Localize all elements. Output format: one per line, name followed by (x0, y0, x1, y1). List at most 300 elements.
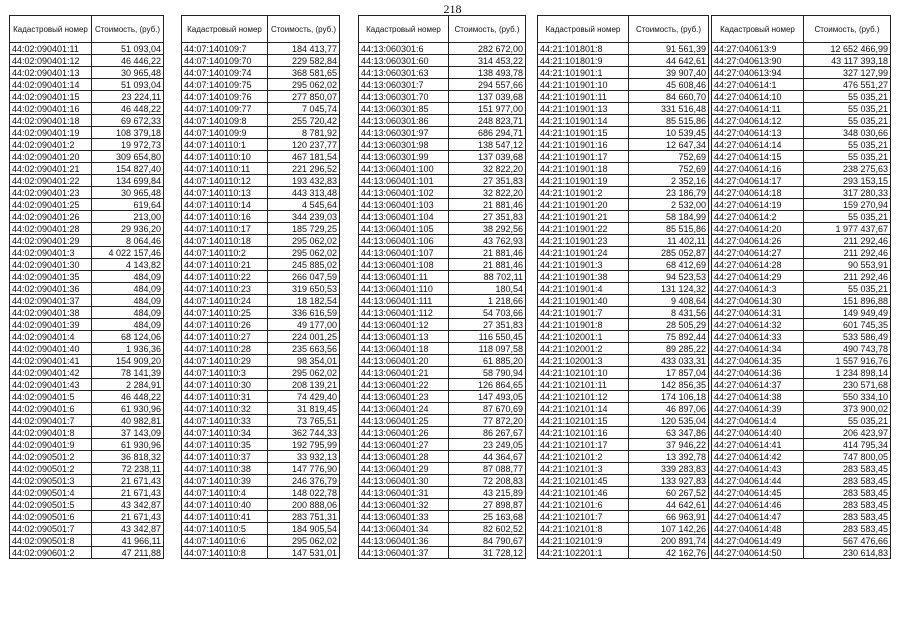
cost-cell: 213,00 (92, 211, 164, 223)
table-row (10, 319, 164, 331)
cadastral-number-cell: 44:13:060401:29 (359, 463, 449, 475)
cost-cell: 44 642,61 (629, 499, 709, 511)
table-row (10, 259, 164, 271)
cost-cell: 138 493,78 (449, 67, 526, 79)
cost-cell: 13 392,78 (629, 451, 709, 463)
table-row (712, 439, 891, 451)
cost-cell: 138 547,12 (449, 139, 526, 151)
cadastral-number-cell: 44:27:040614:11 (712, 103, 804, 115)
cost-cell: 193 432,83 (268, 175, 340, 187)
header-cadastral-number: Кадастровый номер (538, 16, 629, 43)
cost-cell: 55 035,21 (804, 151, 891, 163)
cost-cell: 151 896,88 (804, 295, 891, 307)
cost-cell: 36 818,32 (92, 451, 164, 463)
table-row (182, 235, 340, 247)
cost-cell: 295 062,02 (268, 79, 340, 91)
table-row (359, 391, 526, 403)
cadastral-number-cell: 44:21:101901:11 (538, 91, 629, 103)
cost-cell: 283 583,45 (804, 463, 891, 475)
table-row (10, 247, 164, 259)
cost-cell: 87 088,77 (449, 463, 526, 475)
cadastral-number-cell: 44:27:040614:36 (712, 367, 804, 379)
table-row (538, 139, 709, 151)
cadastral-number-cell: 44:27:040614:15 (712, 151, 804, 163)
cadastral-number-cell: 44:27:040614:12 (712, 115, 804, 127)
table-row (359, 199, 526, 211)
cadastral-number-cell: 44:02:090401:6 (10, 403, 92, 415)
cadastral-number-cell: 44:27:040614:43 (712, 463, 804, 475)
cadastral-number-cell: 44:13:060401:13 (359, 331, 449, 343)
cost-cell: 317 280,33 (804, 187, 891, 199)
table-row (10, 427, 164, 439)
cost-cell: 221 296,52 (268, 163, 340, 175)
table-row (538, 487, 709, 499)
cadastral-number-cell: 44:27:040614:44 (712, 475, 804, 487)
cadastre-table-1 (9, 15, 164, 559)
cost-cell: 116 550,45 (449, 331, 526, 343)
cadastral-number-cell: 44:21:102101:45 (538, 475, 629, 487)
table-row (10, 355, 164, 367)
cadastral-number-cell: 44:21:102101:3 (538, 463, 629, 475)
cadastre-table-4 (537, 15, 709, 559)
cost-cell: 19 972,73 (92, 139, 164, 151)
cadastral-number-cell: 44:07:140109:76 (182, 91, 268, 103)
cost-cell: 211 292,46 (804, 235, 891, 247)
cost-cell: 25 163,68 (449, 511, 526, 523)
cost-cell: 550 334,10 (804, 391, 891, 403)
cadastral-number-cell: 44:27:040614:28 (712, 259, 804, 271)
cost-cell: 43 762,93 (449, 235, 526, 247)
cost-cell: 567 476,66 (804, 535, 891, 547)
cost-cell: 137 039,68 (449, 151, 526, 163)
cadastral-number-cell: 44:02:090501:3 (10, 475, 92, 487)
table-row (10, 439, 164, 451)
cost-cell: 200 888,06 (268, 499, 340, 511)
cost-cell: 40 982,81 (92, 415, 164, 427)
table-row (712, 43, 891, 55)
table-row (10, 235, 164, 247)
table-row (182, 355, 340, 367)
cadastral-number-cell: 44:21:102201:1 (538, 547, 629, 559)
cadastral-number-cell: 44:07:140110:5 (182, 523, 268, 535)
cadastral-number-cell: 44:27:040613:9 (712, 43, 804, 55)
cadastral-number-cell: 44:02:090401:29 (10, 235, 92, 247)
cadastral-number-cell: 44:07:140110:34 (182, 427, 268, 439)
table-row (182, 307, 340, 319)
cadastral-number-cell: 44:02:090401:13 (10, 67, 92, 79)
cost-cell: 66 963,91 (629, 511, 709, 523)
table-row (712, 247, 891, 259)
cadastral-number-cell: 44:21:101901:23 (538, 235, 629, 247)
cost-cell: 75 892,44 (629, 331, 709, 343)
table-row (538, 523, 709, 535)
table-row (10, 67, 164, 79)
cadastral-number-cell: 44:21:102101:6 (538, 499, 629, 511)
cadastral-number-cell: 44:21:101901:16 (538, 139, 629, 151)
cadastral-number-cell: 44:27:040614:30 (712, 295, 804, 307)
cadastral-number-cell: 44:27:040614:48 (712, 523, 804, 535)
table-row (10, 547, 164, 559)
table-row (10, 79, 164, 91)
cadastral-number-cell: 44:02:090501:5 (10, 499, 92, 511)
table-row (538, 391, 709, 403)
table-row (10, 307, 164, 319)
cadastral-number-cell: 44:07:140110:18 (182, 235, 268, 247)
table-row (10, 295, 164, 307)
cost-cell: 752,69 (629, 151, 709, 163)
cadastral-number-cell: 44:07:140110:32 (182, 403, 268, 415)
cadastral-number-cell: 44:21:101901:24 (538, 247, 629, 259)
cadastral-number-cell: 44:21:101901:4 (538, 283, 629, 295)
cadastral-number-cell: 44:27:040614:31 (712, 307, 804, 319)
cadastral-number-cell: 44:27:040614:1 (712, 79, 804, 91)
cost-cell: 277 850,07 (268, 91, 340, 103)
cost-cell: 43 342,87 (92, 523, 164, 535)
cost-cell: 68 412,69 (629, 259, 709, 271)
cadastral-number-cell: 44:02:090401:8 (10, 427, 92, 439)
table-row (538, 79, 709, 91)
cost-cell: 32 822,20 (449, 163, 526, 175)
cadastral-number-cell: 44:27:040613:94 (712, 67, 804, 79)
cadastral-number-cell: 44:13:060401:21 (359, 367, 449, 379)
table-row (182, 367, 340, 379)
cadastral-number-cell: 44:27:040614:38 (712, 391, 804, 403)
cost-cell: 484,09 (92, 307, 164, 319)
cost-cell: 44 364,67 (449, 451, 526, 463)
cadastral-number-cell: 44:07:140110:11 (182, 163, 268, 175)
cost-cell: 58 790,94 (449, 367, 526, 379)
cadastral-number-cell: 44:07:140110:3 (182, 367, 268, 379)
cost-cell: 88 702,11 (449, 271, 526, 283)
table-row (538, 451, 709, 463)
cost-cell: 336 616,59 (268, 307, 340, 319)
cost-cell: 18 182,54 (268, 295, 340, 307)
table-row (538, 199, 709, 211)
cadastre-table-5 (711, 15, 891, 559)
cost-cell: 60 267,52 (629, 487, 709, 499)
cost-cell: 255 720,42 (268, 115, 340, 127)
table-row (359, 331, 526, 343)
cost-cell: 137 039,68 (449, 91, 526, 103)
cadastral-number-cell: 44:13:060301:60 (359, 55, 449, 67)
cost-cell: 23 249,05 (449, 439, 526, 451)
cadastral-number-cell: 44:07:140110:39 (182, 475, 268, 487)
cost-cell: 619,64 (92, 199, 164, 211)
cost-cell: 9 408,64 (629, 295, 709, 307)
table-row (182, 535, 340, 547)
cost-cell: 686 294,71 (449, 127, 526, 139)
cadastral-number-cell: 44:07:140110:31 (182, 391, 268, 403)
table-row (538, 175, 709, 187)
cost-cell: 118 097,58 (449, 343, 526, 355)
cadastral-number-cell: 44:27:040614:49 (712, 535, 804, 547)
cadastral-number-cell: 44:21:101901:20 (538, 199, 629, 211)
cadastral-number-cell: 44:21:102101:8 (538, 523, 629, 535)
cost-cell: 12 652 466,99 (804, 43, 891, 55)
table-row (359, 235, 526, 247)
table-row (182, 199, 340, 211)
table-row (712, 451, 891, 463)
table-row (538, 475, 709, 487)
cost-cell: 31 728,12 (449, 547, 526, 559)
cadastral-number-cell: 44:21:101901:7 (538, 307, 629, 319)
cadastral-number-cell: 44:07:140110:35 (182, 439, 268, 451)
cost-cell: 246 376,79 (268, 475, 340, 487)
table-row (359, 367, 526, 379)
cost-cell: 154 909,20 (92, 355, 164, 367)
cadastral-number-cell: 44:07:140110:10 (182, 151, 268, 163)
cadastral-number-cell: 44:07:140109:8 (182, 115, 268, 127)
cadastral-number-cell: 44:21:102101:17 (538, 439, 629, 451)
cadastral-number-cell: 44:21:101901:17 (538, 151, 629, 163)
cadastral-number-cell: 44:02:090401:2 (10, 139, 92, 151)
table-row (182, 127, 340, 139)
cadastral-number-cell: 44:02:090401:35 (10, 271, 92, 283)
cost-cell: 21 671,43 (92, 475, 164, 487)
cadastral-number-cell: 44:13:060401:101 (359, 175, 449, 187)
table-row (712, 91, 891, 103)
table-row (538, 427, 709, 439)
cost-cell: 295 062,02 (268, 247, 340, 259)
cost-cell: 184 905,54 (268, 523, 340, 535)
table-row (10, 151, 164, 163)
cost-cell: 211 292,46 (804, 271, 891, 283)
table-row (712, 487, 891, 499)
cost-cell: 21 671,43 (92, 487, 164, 499)
table-row (538, 55, 709, 67)
cost-cell: 55 035,21 (804, 103, 891, 115)
cadastral-number-cell: 44:21:102101:9 (538, 535, 629, 547)
cadastral-number-cell: 44:02:090401:4 (10, 331, 92, 343)
cadastral-number-cell: 44:27:040614:13 (712, 127, 804, 139)
cadastral-number-cell: 44:21:102001:1 (538, 331, 629, 343)
cost-cell: 339 283,83 (629, 463, 709, 475)
header-cost: Стоимость, (руб.) (804, 16, 891, 43)
cost-cell: 43 117 393,18 (804, 55, 891, 67)
header-cadastral-number: Кадастровый номер (10, 16, 92, 43)
cost-cell: 46 446,22 (92, 55, 164, 67)
cost-cell: 27 351,83 (449, 211, 526, 223)
table-row (538, 223, 709, 235)
cost-cell: 85 515,86 (629, 223, 709, 235)
table-row (182, 295, 340, 307)
cost-cell: 414 795,34 (804, 439, 891, 451)
cadastral-number-cell: 44:07:140109:75 (182, 79, 268, 91)
cadastral-number-cell: 44:02:090401:30 (10, 259, 92, 271)
cost-cell: 1 234 898,14 (804, 367, 891, 379)
cost-cell: 2 532,00 (629, 199, 709, 211)
cost-cell: 74 429,40 (268, 391, 340, 403)
table-row (359, 451, 526, 463)
cost-cell: 133 927,83 (629, 475, 709, 487)
table-row (538, 283, 709, 295)
table-row (359, 163, 526, 175)
cadastral-number-cell: 44:07:140110:33 (182, 415, 268, 427)
cost-cell: 29 936,20 (92, 223, 164, 235)
cost-cell: 230 571,68 (804, 379, 891, 391)
cost-cell: 484,09 (92, 271, 164, 283)
table-row (359, 511, 526, 523)
table-row (712, 367, 891, 379)
table-row (10, 499, 164, 511)
cost-cell: 314 453,22 (449, 55, 526, 67)
cost-cell: 37 143,09 (92, 427, 164, 439)
cadastral-number-cell: 44:27:040614:10 (712, 91, 804, 103)
table-row (712, 379, 891, 391)
cost-cell: 4 143,82 (92, 259, 164, 271)
table-row (359, 55, 526, 67)
table-row (10, 223, 164, 235)
cadastral-number-cell: 44:07:140109:74 (182, 67, 268, 79)
cadastral-number-cell: 44:27:040614:4 (712, 415, 804, 427)
table-row (538, 115, 709, 127)
table-row (182, 475, 340, 487)
table-row (10, 343, 164, 355)
cost-cell: 131 124,32 (629, 283, 709, 295)
cost-cell: 30 965,48 (92, 187, 164, 199)
cost-cell: 348 030,66 (804, 127, 891, 139)
table-row (538, 367, 709, 379)
cadastral-number-cell: 44:07:140110:22 (182, 271, 268, 283)
table-row (538, 403, 709, 415)
cadastral-number-cell: 44:27:040614:40 (712, 427, 804, 439)
table-row (359, 499, 526, 511)
cadastral-number-cell: 44:27:040614:14 (712, 139, 804, 151)
cost-cell: 134 699,84 (92, 175, 164, 187)
table-row (538, 151, 709, 163)
table-row (712, 199, 891, 211)
cadastral-number-cell: 44:27:040614:29 (712, 271, 804, 283)
table-row (359, 223, 526, 235)
cadastral-number-cell: 44:27:040614:16 (712, 163, 804, 175)
table-row (359, 427, 526, 439)
cost-cell: 107 142,26 (629, 523, 709, 535)
cadastral-number-cell: 44:02:090501:7 (10, 523, 92, 535)
cadastral-number-cell: 44:13:060401:28 (359, 451, 449, 463)
cadastral-number-cell: 44:02:090401:9 (10, 439, 92, 451)
cost-cell: 309 654,80 (92, 151, 164, 163)
table-row (10, 127, 164, 139)
table-row (538, 319, 709, 331)
cadastral-number-cell: 44:27:040614:46 (712, 499, 804, 511)
cadastral-number-cell: 44:07:140110:17 (182, 223, 268, 235)
cost-cell: 33 932,13 (268, 451, 340, 463)
cost-cell: 63 347,86 (629, 427, 709, 439)
cost-cell: 245 885,02 (268, 259, 340, 271)
table-row (712, 463, 891, 475)
cadastral-number-cell: 44:02:090401:28 (10, 223, 92, 235)
cadastral-number-cell: 44:02:090501:4 (10, 487, 92, 499)
cadastral-number-cell: 44:02:090401:18 (10, 115, 92, 127)
cadastral-number-cell: 44:21:101901:19 (538, 175, 629, 187)
cost-cell: 61 885,20 (449, 355, 526, 367)
cost-cell: 69 672,33 (92, 115, 164, 127)
cadastral-number-cell: 44:07:140110:30 (182, 379, 268, 391)
cadastral-number-cell: 44:02:090401:12 (10, 55, 92, 67)
table-row (182, 427, 340, 439)
cadastral-number-cell: 44:02:090401:19 (10, 127, 92, 139)
table-row (538, 499, 709, 511)
cadastral-number-cell: 44:21:101901:1 (538, 67, 629, 79)
table-row (182, 547, 340, 559)
table-row (182, 487, 340, 499)
table-row (182, 271, 340, 283)
cadastral-number-cell: 44:13:060301:97 (359, 127, 449, 139)
cost-cell: 283 583,45 (804, 475, 891, 487)
cadastral-number-cell: 44:21:101901:2 (538, 187, 629, 199)
table-row (10, 199, 164, 211)
cost-cell: 46 448,22 (92, 391, 164, 403)
cost-cell: 37 946,22 (629, 439, 709, 451)
cadastral-number-cell: 44:13:060401:108 (359, 259, 449, 271)
cadastral-number-cell: 44:13:060401:24 (359, 403, 449, 415)
cadastral-number-cell: 44:07:140110:16 (182, 211, 268, 223)
cadastral-number-cell: 44:02:090401:37 (10, 295, 92, 307)
table-row (182, 139, 340, 151)
cadastral-number-cell: 44:21:102101:2 (538, 451, 629, 463)
cost-cell: 8 064,46 (92, 235, 164, 247)
cost-cell: 90 553,91 (804, 259, 891, 271)
cadastral-number-cell: 44:02:090501:2 (10, 463, 92, 475)
table-row (10, 91, 164, 103)
cost-cell: 55 035,21 (804, 91, 891, 103)
cost-cell: 43 215,89 (449, 487, 526, 499)
cadastral-number-cell: 44:02:090401:42 (10, 367, 92, 379)
cost-cell: 484,09 (92, 283, 164, 295)
cadastral-number-cell: 44:02:090401:21 (10, 163, 92, 175)
table-row (182, 115, 340, 127)
table-row (359, 523, 526, 535)
cost-cell: 285 052,87 (629, 247, 709, 259)
table-row (359, 379, 526, 391)
table-row (182, 499, 340, 511)
cadastral-number-cell: 44:27:040614:50 (712, 547, 804, 559)
cadastral-number-cell: 44:07:140110:13 (182, 187, 268, 199)
table-row (182, 163, 340, 175)
table-row (359, 415, 526, 427)
header-cost: Стоимость, (руб.) (268, 16, 340, 43)
table-row (359, 79, 526, 91)
cadastral-number-cell: 44:13:060301:99 (359, 151, 449, 163)
cadastral-number-cell: 44:21:102101:12 (538, 391, 629, 403)
table-row (182, 103, 340, 115)
cost-cell: 362 744,33 (268, 427, 340, 439)
cost-cell: 23 224,11 (92, 91, 164, 103)
cadastral-number-cell: 44:13:060401:110 (359, 283, 449, 295)
cost-cell: 27 351,83 (449, 319, 526, 331)
cadastral-number-cell: 44:07:140109:7 (182, 43, 268, 55)
cadastral-number-cell: 44:13:060401:105 (359, 223, 449, 235)
cost-cell: 327 127,99 (804, 67, 891, 79)
cadastral-number-cell: 44:02:090501:2 (10, 451, 92, 463)
table-row (538, 259, 709, 271)
cost-cell: 149 949,49 (804, 307, 891, 319)
table-row (712, 307, 891, 319)
table-row (10, 523, 164, 535)
cost-cell: 294 557,66 (449, 79, 526, 91)
cost-cell: 43 342,87 (92, 499, 164, 511)
cost-cell: 211 292,46 (804, 247, 891, 259)
header-cost: Стоимость, (руб.) (629, 16, 709, 43)
cadastral-number-cell: 44:02:090401:20 (10, 151, 92, 163)
table-row (359, 151, 526, 163)
table-row (712, 67, 891, 79)
cadastral-number-cell: 44:27:040613:90 (712, 55, 804, 67)
cadastral-number-cell: 44:13:060401:102 (359, 187, 449, 199)
table-row (10, 175, 164, 187)
cost-cell: 484,09 (92, 295, 164, 307)
table-row (359, 187, 526, 199)
